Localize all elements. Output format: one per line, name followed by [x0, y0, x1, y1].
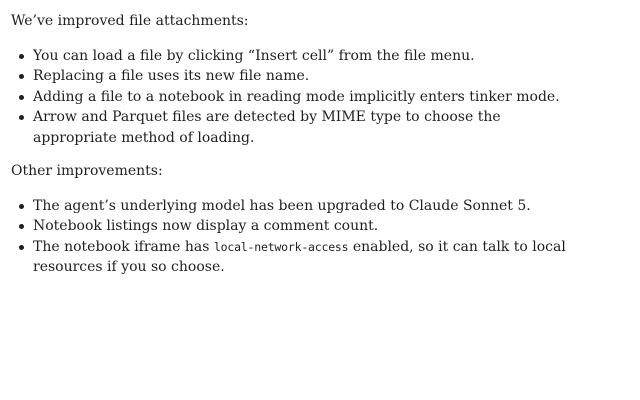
attachments-list [11, 46, 571, 149]
iframe-text-after: enabled, so it can talk to local resources if you so choose. [33, 238, 566, 275]
list-item: Replacing a file uses its new file name. [33, 66, 571, 87]
other-improvements-list [11, 196, 571, 278]
list-item: Arrow and Parquet files are detected by MIME type to choose the appropriate method of loading. [33, 107, 571, 148]
list-item: You can load a file by clicking “Insert cell” from the file menu. [33, 46, 571, 67]
release-notes [11, 11, 571, 278]
attachments-heading: We’ve improved file attachments: [11, 13, 249, 29]
list-item: Adding a file to a notebook in reading mode implicitly enters tinker mode. [33, 87, 571, 108]
iframe-text-before: The notebook iframe has [33, 238, 214, 255]
list-item: Notebook listings now display a comment count. [33, 216, 571, 237]
list-item-iframe [33, 237, 571, 278]
list-item: The agent’s underlying model has been upgraded to Claude Sonnet 5. [33, 196, 571, 217]
local-network-access-code: local-network-access [213, 239, 349, 254]
other-improvements-heading: Other improvements: [11, 163, 163, 179]
